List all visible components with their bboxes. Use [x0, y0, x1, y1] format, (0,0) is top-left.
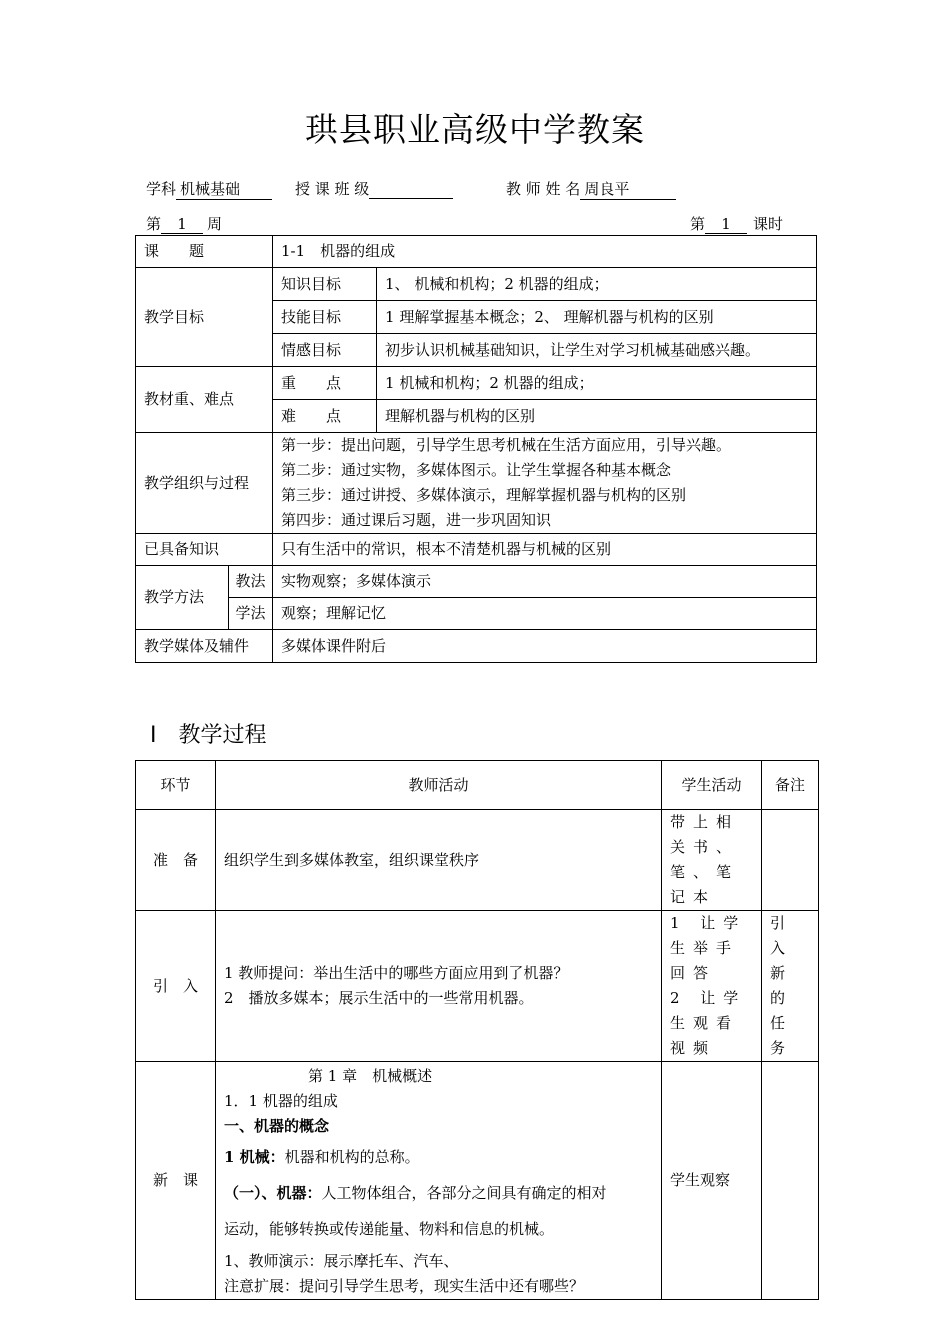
key-label: 重 点 [273, 367, 377, 400]
week-field [146, 213, 222, 234]
extend-line: 注意扩展：提问引导学生思考，现实生活中还有哪些？ [224, 1277, 585, 1295]
machine-term: （一）、机器： [224, 1184, 322, 1202]
prior-label: 已具备知识 [136, 534, 273, 566]
machine-definition-cont: 运动，能够转换或传递能量、物料和信息的机械。 [224, 1220, 555, 1238]
prep-row [136, 810, 819, 911]
note-cell [762, 1062, 819, 1300]
machine-def: 人工物体组合，各部分之间具有确定的相对 [321, 1184, 607, 1202]
teaching-process-table [135, 760, 819, 1300]
subject-value: 机械基础 [176, 178, 272, 200]
emotion-value: 初步认识机械基础知识，让学生对学习机械基础感兴趣。 [377, 334, 817, 367]
concept-heading: 一、机器的概念 [224, 1117, 330, 1135]
key-row [136, 367, 817, 400]
knowledge-row [136, 268, 817, 301]
section-title: 1．1 机器的组成 [224, 1092, 338, 1110]
intro-row [136, 911, 819, 1062]
demo-line: 1、教师演示：展示摩托车、汽车、 [224, 1252, 459, 1270]
student-activity: 学生观察 [662, 1062, 762, 1300]
section-heading: I 教学过程 [150, 723, 267, 748]
table-header-row [136, 761, 819, 810]
teacher-field [506, 178, 676, 200]
process-label: 教学组织与过程 [136, 433, 273, 534]
activity-line: 2 播放多媒本；展示生活中的一些常用机器。 [224, 989, 534, 1007]
media-row [136, 630, 817, 663]
topic-row [136, 236, 817, 268]
keypoints-label: 教材重、难点 [136, 367, 273, 433]
column-header: 教师活动 [216, 761, 662, 810]
week-prefix: 第 [146, 215, 162, 233]
teacher-label: 教 师 姓 名 [506, 180, 581, 198]
subject-field [146, 178, 272, 200]
lesson-suffix: 课时 [753, 215, 784, 233]
emotion-label: 情感目标 [273, 334, 377, 367]
knowledge-value: 1、 机械和机构；2 机器的组成； [377, 268, 817, 301]
difficult-value: 理解机器与机构的区别 [377, 400, 817, 433]
lesson-field [690, 213, 783, 234]
teacher-activity: 组织学生到多媒体教室，组织课堂秩序 [216, 810, 662, 911]
prior-value: 只有生活中的常识，根本不清楚机器与机械的区别 [273, 534, 817, 566]
process-step: 第三步：通过讲授、多媒体演示，理解掌握机器与机构的区别 [281, 486, 687, 504]
student-activity [662, 911, 762, 1062]
note-cell: 引入新的任务 [762, 911, 819, 1062]
stage-cell: 新 课 [136, 1062, 216, 1300]
teach-value: 实物观察；多媒体演示 [273, 566, 817, 598]
column-header: 备注 [762, 761, 819, 810]
learn-row [136, 598, 817, 630]
method-label: 教学方法 [136, 566, 229, 630]
activity-line: 2 让学生观看视频 [670, 989, 747, 1057]
mechanism-term: 1 机械： [224, 1148, 285, 1166]
teach-label: 教法 [229, 566, 273, 598]
new-lesson-row [136, 1062, 819, 1300]
mechanism-def: 机器和机构的总称。 [284, 1148, 420, 1166]
topic-value: 1-1 机器的组成 [273, 236, 817, 268]
column-header: 学生活动 [662, 761, 762, 810]
chapter-title: 第 1 章 机械概述 [308, 1067, 433, 1085]
difficult-label: 难 点 [273, 400, 377, 433]
teacher-activity [216, 911, 662, 1062]
teach-row [136, 566, 817, 598]
activity-line: 1 教师提问：举出生活中的哪些方面应用到了机器？ [224, 964, 569, 982]
column-header: 环节 [136, 761, 216, 810]
note-cell [762, 810, 819, 911]
process-step: 第二步：通过实物，多媒体图示。让学生掌握各种基本概念 [281, 461, 672, 479]
subject-label: 学科 [146, 180, 177, 198]
lesson-prefix: 第 [690, 215, 706, 233]
lesson-info-table [135, 235, 817, 663]
activity-line: 1 让学生举手回答 [670, 914, 747, 982]
stage-cell: 准 备 [136, 810, 216, 911]
week-suffix: 周 [207, 215, 223, 233]
class-value [369, 180, 453, 199]
key-value: 1 机械和机构；2 机器的组成； [377, 367, 817, 400]
class-field [295, 178, 453, 199]
page-title: 珙县职业高级中学教案 [305, 110, 645, 149]
teacher-activity [216, 1062, 662, 1300]
media-label: 教学媒体及辅件 [136, 630, 273, 663]
process-step: 第一步：提出问题，引导学生思考机械在生活方面应用，引导兴趣。 [281, 436, 732, 454]
media-value: 多媒体课件附后 [273, 630, 817, 663]
skill-label: 技能目标 [273, 301, 377, 334]
process-step: 第四步：通过课后习题，进一步巩固知识 [281, 511, 552, 529]
process-row [136, 433, 817, 534]
teacher-value: 周良平 [580, 178, 676, 200]
process-steps [273, 433, 817, 534]
mechanism-definition [224, 1139, 653, 1175]
stage-cell: 引 入 [136, 911, 216, 1062]
lesson-value: 1 [705, 215, 747, 234]
class-label: 授 课 班 级 [295, 180, 370, 198]
machine-definition [224, 1175, 653, 1211]
goals-label: 教学目标 [136, 268, 273, 367]
knowledge-label: 知识目标 [273, 268, 377, 301]
topic-label: 课 题 [136, 236, 273, 268]
student-activity: 带上相关书、笔、笔记本 [662, 810, 762, 911]
prior-row [136, 534, 817, 566]
learn-label: 学法 [229, 598, 273, 630]
week-value: 1 [161, 215, 203, 234]
learn-value: 观察；理解记忆 [273, 598, 817, 630]
skill-value: 1 理解掌握基本概念；2、 理解机器与机构的区别 [377, 301, 817, 334]
